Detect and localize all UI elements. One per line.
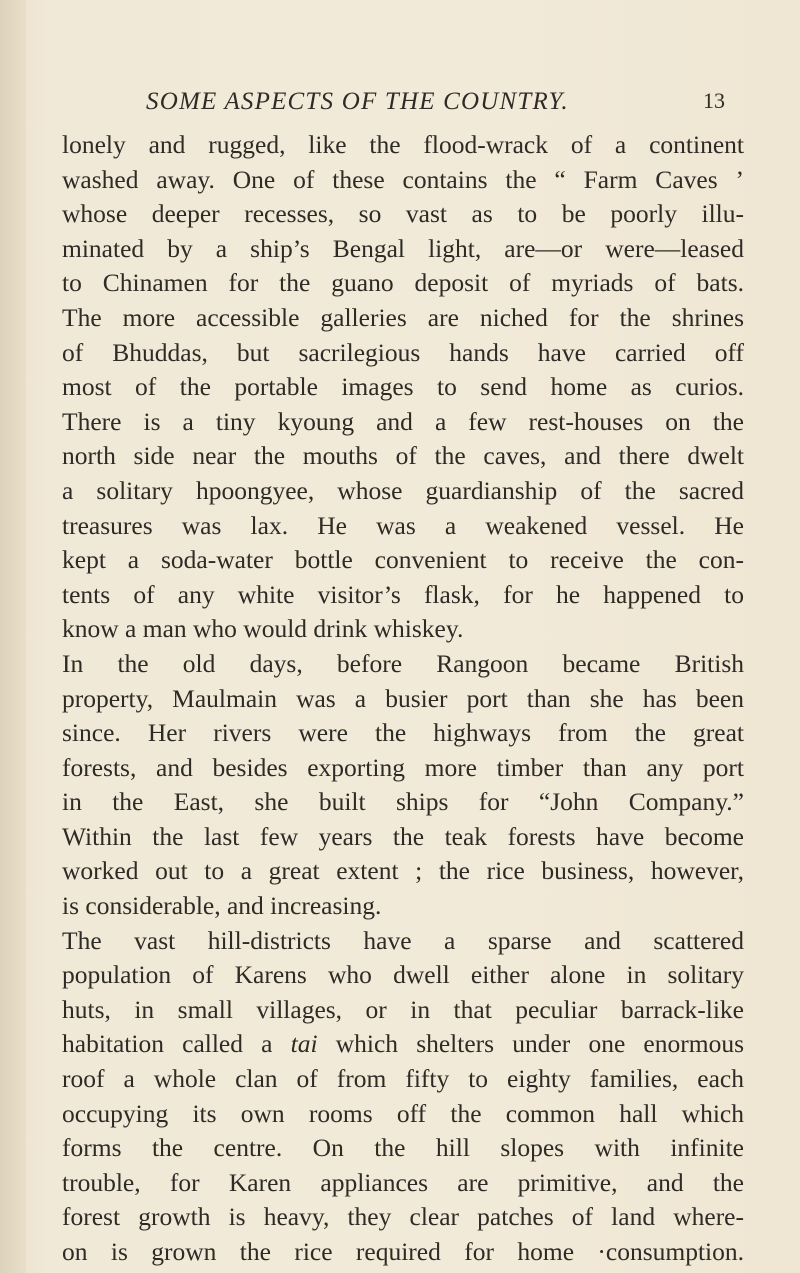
text-line: tents of any white visitor’s flask, for he happened to xyxy=(62,579,744,609)
text-line: kept a soda-water bottle convenient to receive the con- xyxy=(62,545,744,575)
text-line: population of Karens who dwell either alone in solitary xyxy=(62,960,744,990)
text-line: north side near the mouths of the caves, and there dwelt xyxy=(62,441,744,471)
text-line: washed away. One of these contains the “ Farm Caves ’ xyxy=(62,164,744,194)
text-line: The vast hill-districts have a sparse and scattered xyxy=(62,925,744,955)
text-line: worked out to a great extent ; the rice business, however, xyxy=(62,856,744,886)
text-line: minated by a ship’s Bengal light, are—or were—leased xyxy=(62,233,744,263)
text-line: since. Her rivers were the highways from the great xyxy=(62,718,744,748)
text-line: habitation called a tai which shelters under one enormous xyxy=(62,1029,744,1059)
text-line: on is grown the rice required for home ·consumption. xyxy=(62,1237,744,1266)
text-line: forest growth is heavy, they clear patches of land where- xyxy=(62,1202,744,1232)
text-line: huts, in small villages, or in that peculiar barrack-like xyxy=(62,994,744,1024)
page-number: 13 xyxy=(703,88,725,113)
text-line: a solitary hpoongyee, whose guardianship of the sacred xyxy=(62,475,744,505)
text-line: property, Maulmain was a busier port than she has been xyxy=(62,683,744,713)
text-line: whose deeper recesses, so vast as to be poorly illu- xyxy=(62,199,744,229)
text-line: Within the last few years the teak forests have become xyxy=(62,821,744,851)
text-line: forests, and besides exporting more timber than any port xyxy=(62,752,744,782)
text-line: treasures was lax. He was a weakened vessel. He xyxy=(62,510,744,540)
text-line: most of the portable images to send home as curios. xyxy=(62,372,744,402)
italic-word: tai xyxy=(290,1029,318,1059)
text-line: of Bhuddas, but sacrilegious hands have carried off xyxy=(62,337,744,367)
text-line: in the East, she built ships for “John Company.” xyxy=(62,787,744,817)
text-line: There is a tiny kyoung and a few rest-houses on the xyxy=(62,406,744,436)
running-head xyxy=(0,88,800,118)
text-line: In the old days, before Rangoon became British xyxy=(62,648,744,678)
body-text xyxy=(62,128,744,1270)
text-line: trouble, for Karen appliances are primitive, and the xyxy=(62,1167,744,1197)
text-line: to Chinamen for the guano deposit of myriads of bats. xyxy=(62,268,744,298)
text-line: The more accessible galleries are niched for the shrines xyxy=(62,302,744,332)
text-line: is considerable, and increasing. xyxy=(62,891,382,921)
text-line: roof a whole clan of from fifty to eighty families, each xyxy=(62,1064,744,1094)
gutter-shadow xyxy=(0,0,26,1273)
text-line: forms the centre. On the hill slopes with infinite xyxy=(62,1133,744,1163)
text-line: occupying its own rooms off the common hall which xyxy=(62,1098,744,1128)
text-line: lonely and rugged, like the flood-wrack of a continent xyxy=(62,130,744,159)
running-title: SOME ASPECTS OF THE COUNTRY. xyxy=(146,88,569,115)
text-line: know a man who would drink whiskey. xyxy=(62,614,464,644)
